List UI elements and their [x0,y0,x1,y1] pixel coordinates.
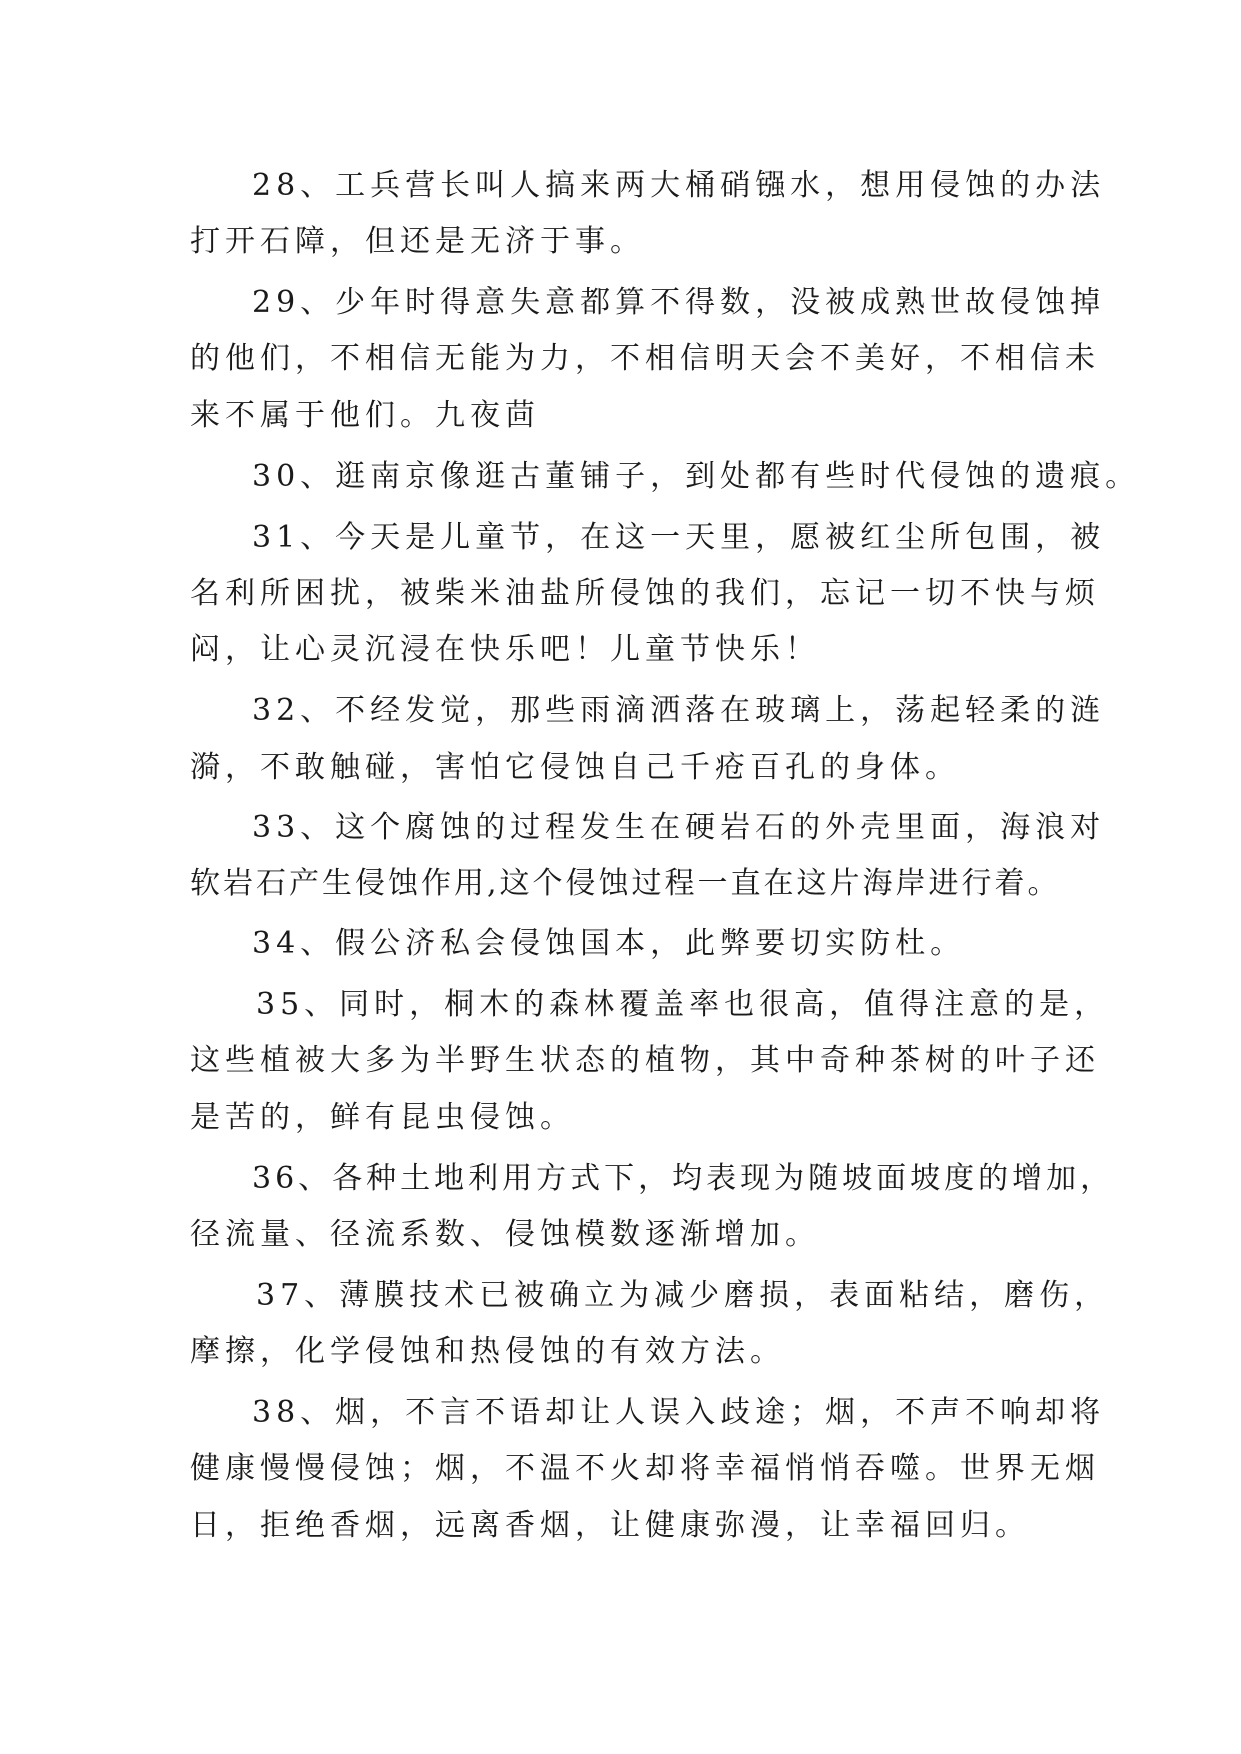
text-line: 名利所困扰，被柴米油盐所侵蚀的我们，忘记一切不快与烦 [190,576,1100,611]
text-line: 35、同时，桐木的森林覆盖率也很高，值得注意的是， [256,987,1110,1022]
text-line: 闷，让心灵沉浸在快乐吧！儿童节快乐！ [190,632,820,667]
text-line: 漪，不敢触碰，害怕它侵蚀自己千疮百孔的身体。 [190,750,960,785]
text-line: 日，拒绝香烟，远离香烟，让健康弥漫，让幸福回归。 [190,1508,1030,1543]
text-line: 30、逛南京像逛古董铺子，到处都有些时代侵蚀的遗痕。 [252,459,1141,494]
text-line: 径流量、径流系数、侵蚀模数逐渐增加。 [190,1217,820,1252]
text-line: 软岩石产生侵蚀作用,这个侵蚀过程一直在这片海岸进行着。 [190,866,1061,901]
text-line: 打开石障，但还是无济于事。 [190,224,645,259]
text-line: 37、薄膜技术已被确立为减少磨损，表面粘结，磨伤， [256,1278,1110,1313]
text-line: 28、工兵营长叫人搞来两大桶硝镪水，想用侵蚀的办法 [252,168,1106,203]
text-line: 31、今天是儿童节，在这一天里，愿被红尘所包围，被 [252,520,1106,555]
text-line: 是苦的，鲜有昆虫侵蚀。 [190,1100,575,1135]
text-line: 38、烟，不言不语却让人误入歧途；烟，不声不响却将 [252,1395,1106,1430]
text-line: 健康慢慢侵蚀；烟，不温不火却将幸福悄悄吞噬。世界无烟 [190,1451,1100,1486]
text-line: 这些植被大多为半野生状态的植物，其中奇种茶树的叶子还 [190,1043,1100,1078]
text-line: 33、这个腐蚀的过程发生在硬岩石的外壳里面，海浪对 [252,810,1106,845]
text-line: 摩擦，化学侵蚀和热侵蚀的有效方法。 [190,1334,785,1369]
text-line: 34、假公济私会侵蚀国本，此弊要切实防杜。 [252,926,966,961]
text-line: 29、少年时得意失意都算不得数，没被成熟世故侵蚀掉 [252,285,1106,320]
text-line: 32、不经发觉，那些雨滴洒落在玻璃上，荡起轻柔的涟 [252,693,1106,728]
text-line: 来不属于他们。九夜茴 [190,398,540,433]
text-line: 的他们，不相信无能为力，不相信明天会不美好，不相信未 [190,341,1100,376]
text-line: 36、各种土地利用方式下，均表现为随坡面坡度的增加， [252,1161,1115,1196]
